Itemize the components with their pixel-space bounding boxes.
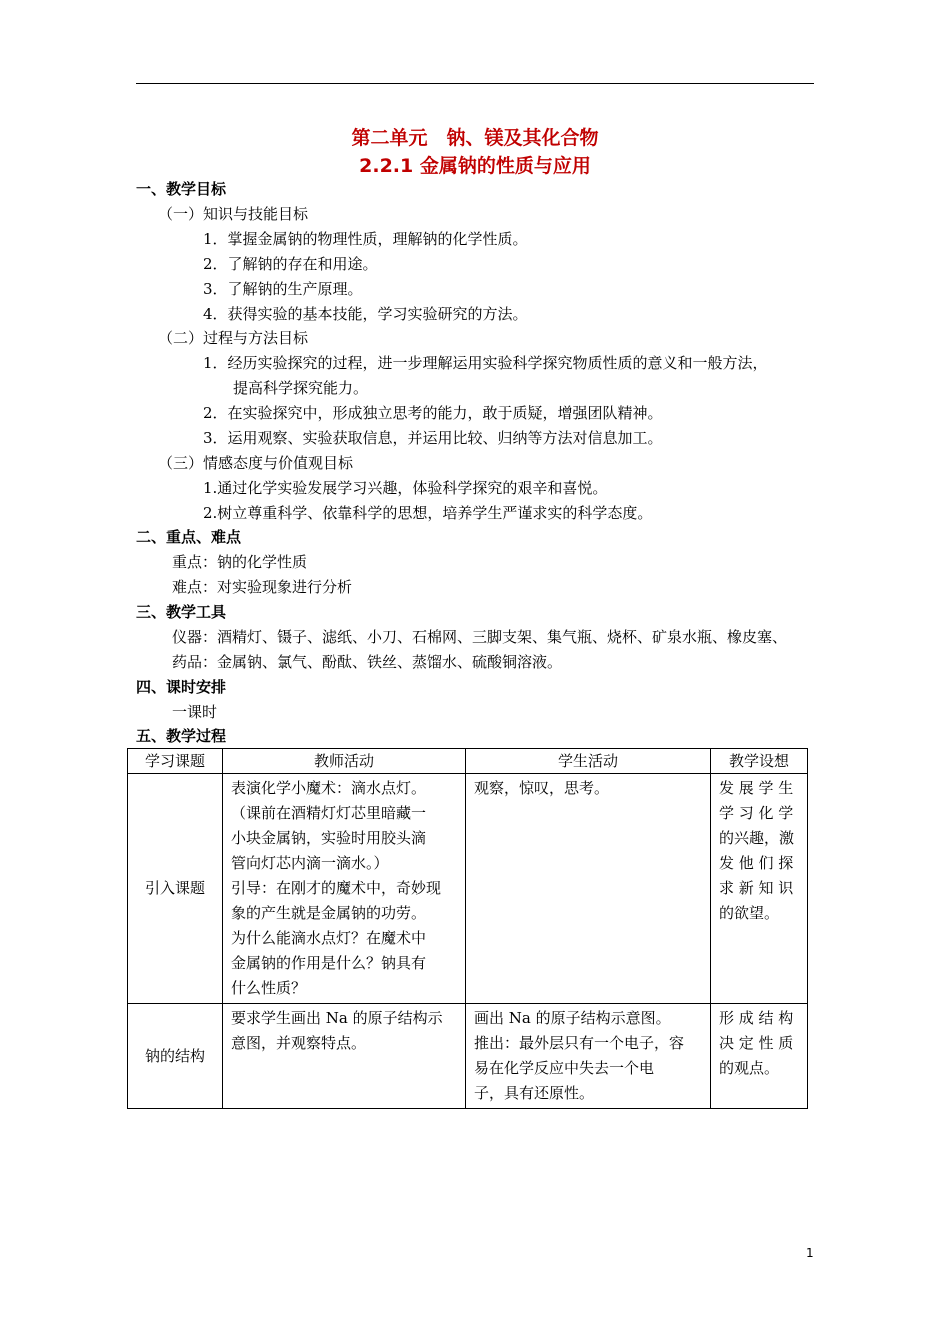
cell-line: 意图，并观察特点。 <box>231 1034 367 1052</box>
cell-line: 求 新 知 识 <box>719 879 794 897</box>
unit-title: 第二单元 钠、镁及其化合物 <box>351 127 599 149</box>
reagents-list: 药品：金属钠、氯气、酚酞、铁丝、蒸馏水、硫酸铜溶液。 <box>172 653 563 671</box>
cell-line: 子，具有还原性。 <box>474 1084 595 1102</box>
list-item: 1.通过化学实验发展学习兴趣，体验科学探究的艰辛和喜悦。 <box>203 479 608 497</box>
cell-line: 发 展 学 生 <box>719 779 794 797</box>
list-item: 3．了解钠的生产原理。 <box>203 280 363 298</box>
cell-line: 的观点。 <box>719 1059 780 1077</box>
list-item: 1．掌握金属钠的物理性质，理解钠的化学性质。 <box>203 230 528 248</box>
cell-line: 画出 Na 的原子结构示意图。 <box>474 1009 671 1027</box>
page-number: 1 <box>806 1246 814 1260</box>
cell-line: 金属钠的作用是什么？钠具有 <box>231 954 427 972</box>
sub-heading-2: （二）过程与方法目标 <box>158 329 309 347</box>
list-item: 2．在实验探究中，形成独立思考的能力，敢于质疑，增强团队精神。 <box>203 404 663 422</box>
table-header-cell: 教学设想 <box>711 749 808 774</box>
design-cell <box>711 1004 808 1109</box>
key-point: 重点：钠的化学性质 <box>172 553 308 571</box>
list-item: 2.树立尊重科学、依靠科学的思想，培养学生严谨求实的科学态度。 <box>203 504 653 522</box>
lesson-title: 2.2.1 金属钠的性质与应用 <box>359 155 591 177</box>
cell-line: 引导：在刚才的魔术中，奇妙现 <box>231 879 442 897</box>
table-row <box>128 1004 808 1109</box>
list-item: 4．获得实验的基本技能，学习实验研究的方法。 <box>203 305 528 323</box>
header-rule <box>136 83 814 84</box>
student-activity-cell <box>466 1004 711 1109</box>
cell-line: 象的产生就是金属钠的功劳。 <box>231 904 427 922</box>
table-header-row <box>128 749 808 774</box>
cell-line: 的兴趣，激 <box>719 829 795 847</box>
cell-line: 的欲望。 <box>719 904 780 922</box>
table-row <box>128 774 808 1004</box>
cell-line: 决 定 性 质 <box>719 1034 794 1052</box>
list-item-continuation: 提高科学探究能力。 <box>233 379 369 397</box>
cell-line: 小块金属钠，实验时用胶头滴 <box>231 829 427 847</box>
section-4-heading: 四、课时安排 <box>136 678 227 696</box>
cell-line: 推出：最外层只有一个电子，容 <box>474 1034 685 1052</box>
cell-line: 学 习 化 学 <box>719 804 794 822</box>
topic-cell: 引入课题 <box>128 774 223 1004</box>
cell-line: 易在化学反应中失去一个电 <box>474 1059 655 1077</box>
cell-line: 为什么能滴水点灯？在魔术中 <box>231 929 427 947</box>
design-cell <box>711 774 808 1004</box>
class-hours: 一课时 <box>172 703 218 721</box>
list-item: 3．运用观察、实验获取信息，并运用比较、归纳等方法对信息加工。 <box>203 429 663 447</box>
cell-line: 管向灯芯内滴一滴水。） <box>231 854 389 872</box>
section-2-heading: 二、重点、难点 <box>136 528 242 546</box>
cell-line: （课前在酒精灯灯芯里暗藏一 <box>231 804 427 822</box>
student-activity-cell <box>466 774 711 1004</box>
teacher-activity-cell <box>223 774 466 1004</box>
cell-line: 什么性质？ <box>231 979 307 997</box>
section-3-heading: 三、教学工具 <box>136 603 227 621</box>
section-5-heading: 五、教学过程 <box>136 727 227 745</box>
section-1-heading: 一、教学目标 <box>136 180 227 198</box>
table-header-cell: 学生活动 <box>466 749 711 774</box>
list-item: 1．经历实验探究的过程，进一步理解运用实验科学探究物质性质的意义和一般方法， <box>203 354 768 372</box>
table-header-cell: 教师活动 <box>223 749 466 774</box>
teacher-activity-cell <box>223 1004 466 1109</box>
cell-line: 发 他 们 探 <box>719 854 794 872</box>
sub-heading-3: （三）情感态度与价值观目标 <box>158 454 354 472</box>
list-item: 2．了解钠的存在和用途。 <box>203 255 378 273</box>
cell-line: 形 成 结 构 <box>719 1009 794 1027</box>
difficult-point: 难点：对实验现象进行分析 <box>172 578 353 596</box>
instruments-list: 仪器：酒精灯、镊子、滤纸、小刀、石棉网、三脚支架、集气瓶、烧杯、矿泉水瓶、橡皮塞、 <box>172 628 788 646</box>
teaching-process-table <box>127 748 808 1109</box>
sub-heading-1: （一）知识与技能目标 <box>158 205 309 223</box>
table-header-cell: 学习课题 <box>128 749 223 774</box>
cell-line: 表演化学小魔术：滴水点灯。 <box>231 779 427 797</box>
cell-line: 要求学生画出 Na 的原子结构示 <box>231 1009 443 1027</box>
cell-line: 观察，惊叹，思考。 <box>474 779 610 797</box>
topic-cell: 钠的结构 <box>128 1004 223 1109</box>
